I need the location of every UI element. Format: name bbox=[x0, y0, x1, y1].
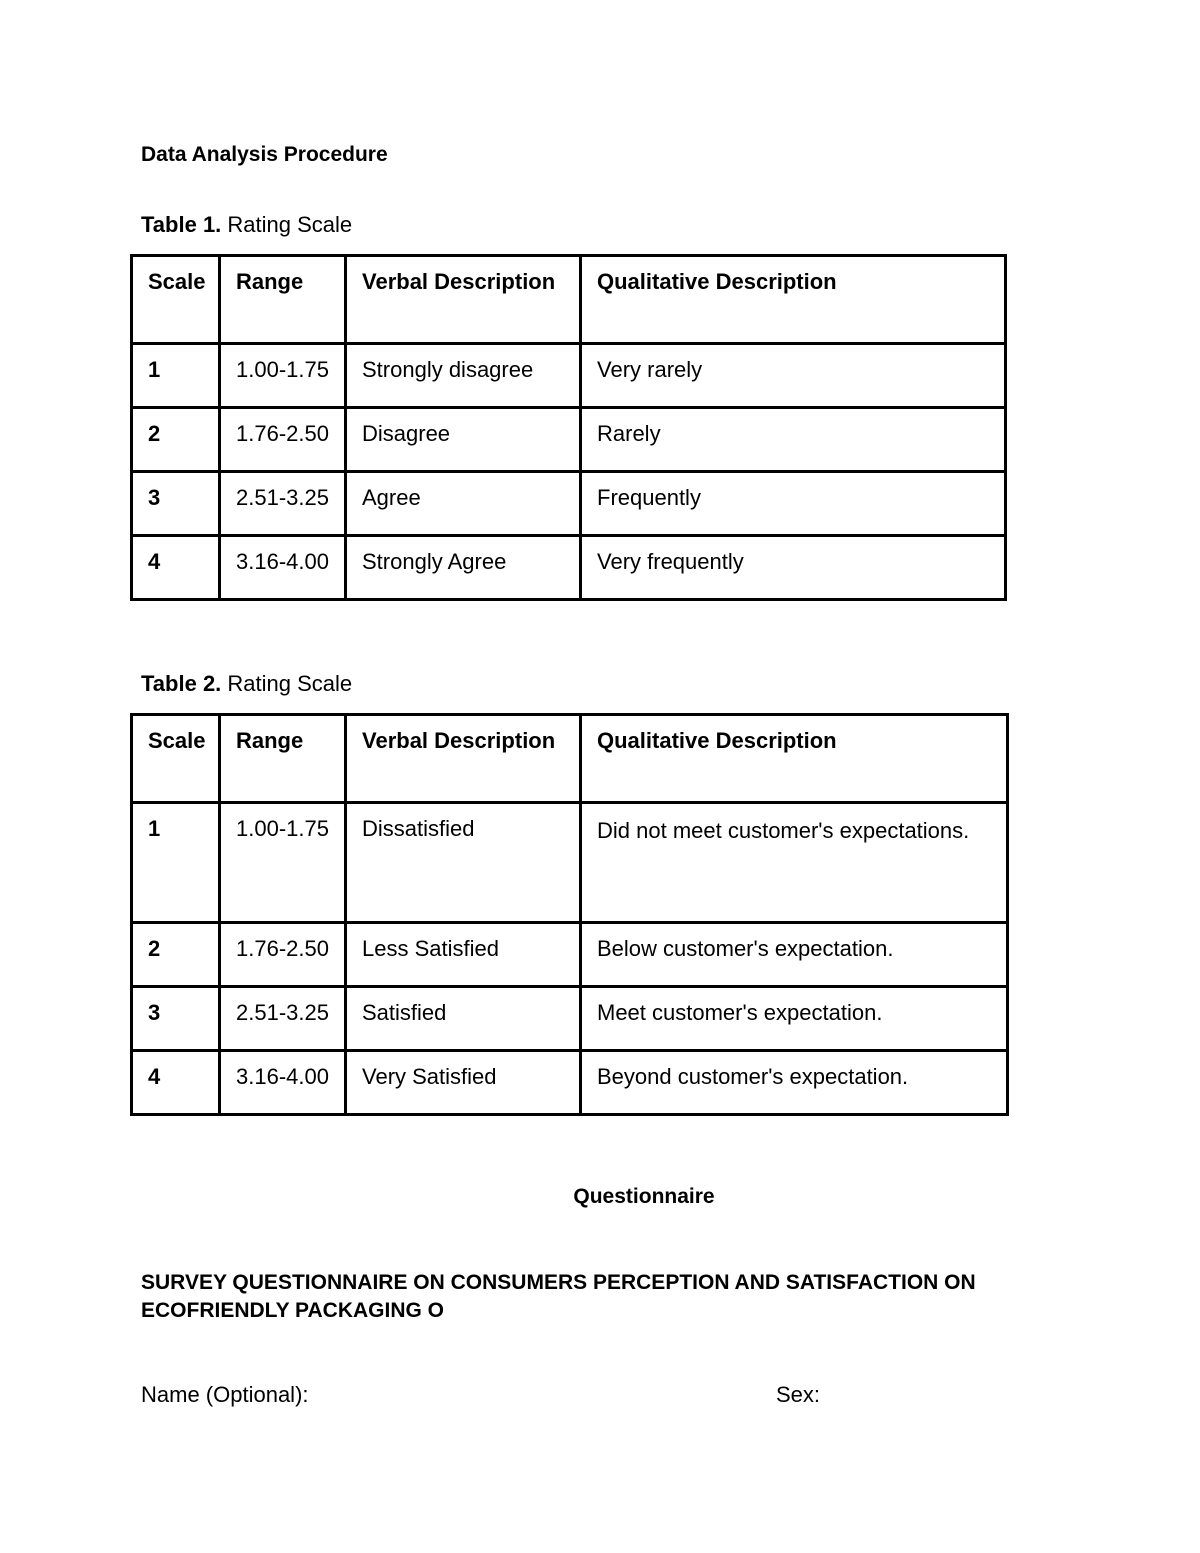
cell-verbal: Strongly disagree bbox=[346, 344, 581, 408]
rating-scale-table-1 bbox=[130, 254, 1007, 601]
table-row bbox=[132, 1051, 1008, 1115]
cell-qualitative: Did not meet customer's expectations. bbox=[581, 803, 1008, 923]
header-verbal-description: Verbal Description bbox=[346, 256, 581, 344]
header-scale: Scale bbox=[132, 256, 220, 344]
cell-qualitative: Very rarely bbox=[581, 344, 1006, 408]
header-verbal-description: Verbal Description bbox=[346, 715, 581, 803]
header-range: Range bbox=[220, 715, 346, 803]
cell-range: 2.51-3.25 bbox=[220, 987, 346, 1051]
header-qualitative-description: Qualitative Description bbox=[581, 256, 1006, 344]
table1-label: Table 1. bbox=[141, 212, 222, 237]
cell-qualitative: Below customer's expectation. bbox=[581, 923, 1008, 987]
cell-scale: 2 bbox=[132, 408, 220, 472]
table2-caption-text: Rating Scale bbox=[227, 671, 353, 696]
cell-qualitative: Beyond customer's expectation. bbox=[581, 1051, 1008, 1115]
sex-field-label: Sex: bbox=[776, 1382, 821, 1407]
table-row bbox=[132, 472, 1006, 536]
table-row bbox=[132, 803, 1008, 923]
survey-title: SURVEY QUESTIONNAIRE ON CONSUMERS PERCEPTION AND SATISFACTION ON ECOFRIENDLY PACKAGING O bbox=[141, 1271, 976, 1322]
cell-qualitative: Meet customer's expectation. bbox=[581, 987, 1008, 1051]
cell-qualitative: Rarely bbox=[581, 408, 1006, 472]
table-row bbox=[132, 344, 1006, 408]
table-row bbox=[132, 536, 1006, 600]
header-qualitative-description: Qualitative Description bbox=[581, 715, 1008, 803]
cell-range: 2.51-3.25 bbox=[220, 472, 346, 536]
table-row bbox=[132, 923, 1008, 987]
cell-scale: 3 bbox=[132, 472, 220, 536]
cell-scale: 4 bbox=[132, 1051, 220, 1115]
table-row bbox=[132, 408, 1006, 472]
cell-range: 1.00-1.75 bbox=[220, 803, 346, 923]
questionnaire-title: Questionnaire bbox=[573, 1185, 715, 1208]
cell-verbal: Less Satisfied bbox=[346, 923, 581, 987]
cell-verbal: Satisfied bbox=[346, 987, 581, 1051]
cell-qualitative: Very frequently bbox=[581, 536, 1006, 600]
cell-verbal: Agree bbox=[346, 472, 581, 536]
cell-range: 1.76-2.50 bbox=[220, 408, 346, 472]
rating-scale-table-2 bbox=[130, 713, 1009, 1116]
header-scale: Scale bbox=[132, 715, 220, 803]
cell-scale: 3 bbox=[132, 987, 220, 1051]
table-header-row bbox=[132, 715, 1008, 803]
cell-range: 3.16-4.00 bbox=[220, 1051, 346, 1115]
section-heading: Data Analysis Procedure bbox=[141, 143, 388, 166]
table1-caption bbox=[141, 212, 352, 238]
cell-range: 3.16-4.00 bbox=[220, 536, 346, 600]
cell-verbal: Dissatisfied bbox=[346, 803, 581, 923]
cell-scale: 1 bbox=[132, 344, 220, 408]
cell-verbal: Disagree bbox=[346, 408, 581, 472]
table2-caption bbox=[141, 671, 352, 697]
table-row bbox=[132, 987, 1008, 1051]
table1-caption-text: Rating Scale bbox=[227, 212, 353, 237]
name-field-label: Name (Optional): bbox=[141, 1382, 309, 1407]
cell-scale: 1 bbox=[132, 803, 220, 923]
cell-qualitative: Frequently bbox=[581, 472, 1006, 536]
header-range: Range bbox=[220, 256, 346, 344]
cell-scale: 2 bbox=[132, 923, 220, 987]
table-header-row bbox=[132, 256, 1006, 344]
cell-verbal: Very Satisfied bbox=[346, 1051, 581, 1115]
cell-scale: 4 bbox=[132, 536, 220, 600]
table2-label: Table 2. bbox=[141, 671, 222, 696]
cell-verbal: Strongly Agree bbox=[346, 536, 581, 600]
cell-range: 1.00-1.75 bbox=[220, 344, 346, 408]
cell-range: 1.76-2.50 bbox=[220, 923, 346, 987]
